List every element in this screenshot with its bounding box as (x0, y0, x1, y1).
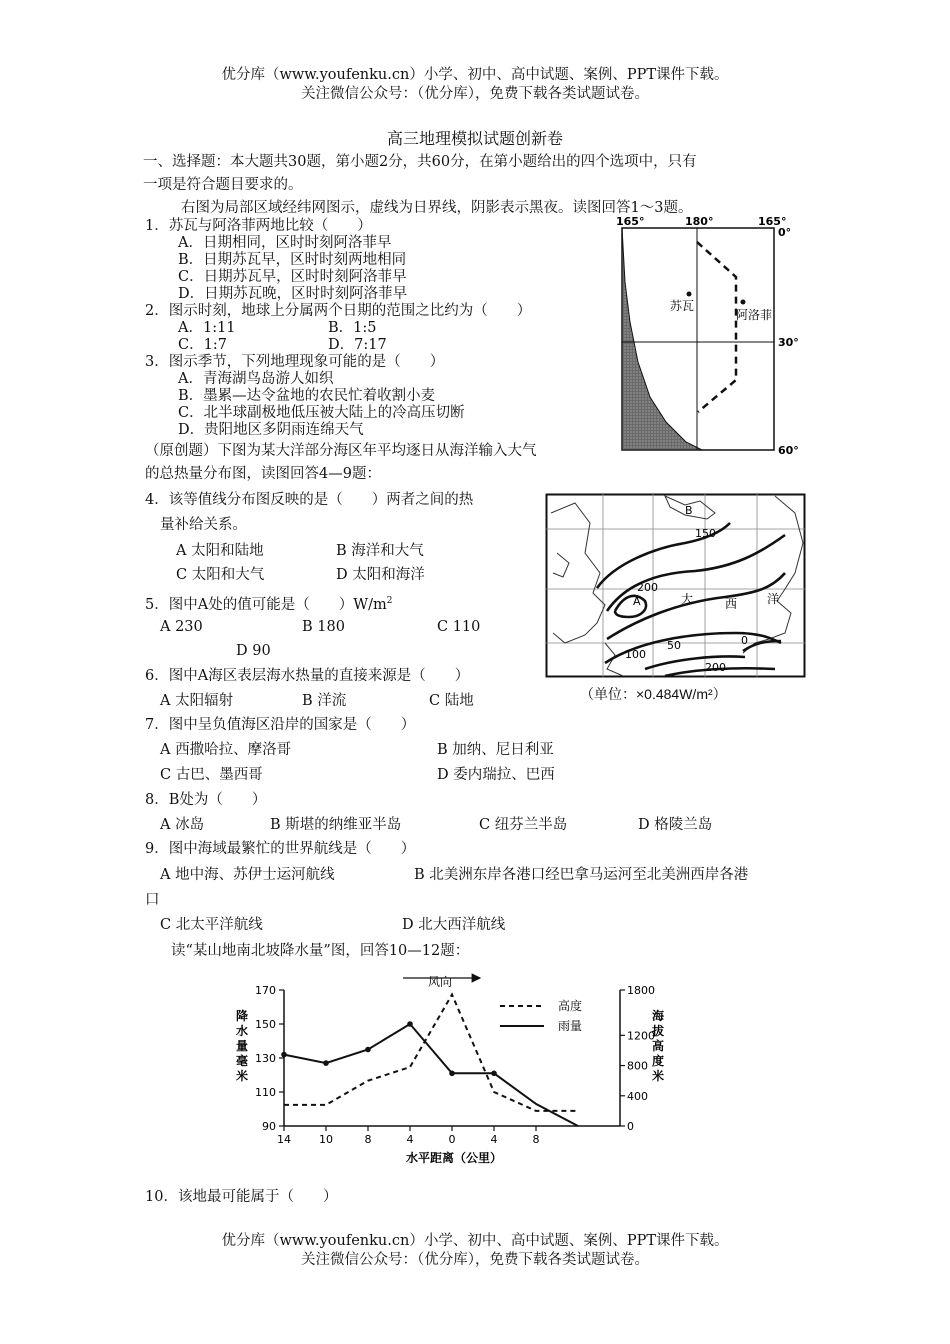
right-tick-label: 1200 (627, 1029, 655, 1043)
x-tick-label: 4 (406, 1133, 414, 1146)
q6-option-c: C 陆地 (429, 693, 474, 709)
isoline-label-50: 50 (667, 639, 681, 652)
left-tick-label: 90 (262, 1120, 276, 1133)
q2-option-c: C．1:7 (178, 337, 227, 353)
lat-label-0: 0° (778, 226, 792, 239)
ocean-char-2: 西 (725, 597, 738, 611)
q4-stem-a: 4．该等值线分布图反映的是（ ）两者之间的热 (145, 492, 474, 508)
ocean-char-1: 大 (681, 592, 694, 606)
section-1-intro-a: 一、选择题：本大题共30题，第小题2分，共60分，在第小题给出的四个选项中，只有 (143, 154, 697, 170)
q4-option-d: D 太阳和海洋 (336, 567, 425, 583)
x-tick-label: 0 (448, 1133, 456, 1146)
q8-option-b: B 斯堪的纳维亚半岛 (270, 817, 402, 833)
q9-option-d: D 北大西洋航线 (402, 917, 506, 933)
q9-option-c: C 北太平洋航线 (160, 917, 263, 933)
q7-option-a: A 西撒哈拉、摩洛哥 (160, 742, 292, 758)
rainfall-point (365, 1047, 371, 1053)
section-1-intro-b: 一项是符合题目要求的。 (143, 177, 303, 193)
q9-option-a: A 地中海、苏伊士运河航线 (160, 867, 335, 883)
alofi-label: 阿洛菲 (736, 308, 773, 322)
x-tick-label: 4 (490, 1133, 498, 1146)
isoline-label-100: 100 (625, 648, 646, 661)
left-axis-label: 降水量毫米 (235, 1009, 249, 1083)
q8-option-d: D 格陵兰岛 (638, 817, 713, 833)
rainfall-series-line (284, 1024, 578, 1126)
map2-label-b: B (685, 504, 693, 517)
q3-option-c: C．北半球副极地低压被大陆上的冷高压切断 (178, 405, 465, 421)
q5-option-a: A 230 (160, 619, 203, 635)
isoline-label-200: 200 (637, 581, 658, 594)
map1-intro: 右图为局部区域经纬网图示，虚线为日界线，阴影表示黑夜。读图回答1～3题。 (181, 200, 693, 216)
suva-label: 苏瓦 (670, 299, 695, 313)
q4-option-a: A 太阳和陆地 (176, 543, 264, 559)
left-tick-label: 110 (255, 1086, 276, 1099)
lat-label-30: 30° (778, 336, 799, 349)
q10-stem: 10．该地最可能属于（ ） (145, 1189, 338, 1205)
q1-option-c: C．日期苏瓦早，区时时刻阿洛菲早 (178, 269, 407, 285)
date-line (697, 242, 736, 412)
isoline-label-150: 150 (695, 527, 716, 540)
q3-option-a: A．青海湖鸟岛游人如织 (178, 371, 334, 387)
q4-stem-b: 量补给关系。 (160, 517, 247, 533)
q1-option-b: B．日期苏瓦早，区时时刻两地相同 (178, 252, 407, 268)
left-tick-label: 170 (255, 984, 276, 997)
legend-rainfall-label: 雨量 (558, 1019, 583, 1033)
map2-label-a: A (633, 595, 641, 608)
footer-line-1: 优分库（www.youfenku.cn）小学、初中、高中试题、案例、PPT课件下载。 (221, 1233, 729, 1249)
right-tick-label: 1800 (627, 984, 655, 997)
q7-option-c: C 古巴、墨西哥 (160, 767, 263, 783)
q2-stem: 2．图示时刻，地球上分属两个日期的范围之比约为（ ） (145, 303, 532, 319)
legend-altitude-label: 高度 (558, 999, 583, 1013)
precip-altitude-chart (228, 960, 668, 1170)
header-line-2: 关注微信公众号：（优分库），免费下载各类试题试卷。 (301, 86, 649, 102)
wind-label: 风向 (428, 975, 453, 989)
ocean-heat-map (545, 493, 807, 683)
alofi-point (741, 300, 746, 305)
altitude-series-line (284, 995, 578, 1111)
chart-intro: 读“某山地南北坡降水量”图，回答10—12题： (171, 943, 470, 959)
rainfall-point (491, 1071, 497, 1077)
q5-option-b: B 180 (302, 619, 345, 635)
q6-option-a: A 太阳辐射 (160, 693, 234, 709)
rainfall-point (449, 1071, 455, 1077)
isoline-label-200-south: 200 (705, 661, 726, 674)
q1-stem: 1．苏瓦与阿洛菲两地比较（ ） (145, 218, 372, 234)
q5-option-c: C 110 (437, 619, 481, 635)
q9-option-b-line2: 口 (145, 892, 160, 908)
lat-label-60: 60° (778, 444, 799, 457)
ocean-char-3: 洋 (767, 592, 780, 606)
x-tick-label: 8 (532, 1133, 540, 1146)
q4-option-c: C 太阳和大气 (176, 567, 265, 583)
q5-stem-text: 5．图中A处的值可能是（ ）W/m (145, 596, 387, 613)
map2-unit: （单位：×0.484W/m²） (580, 686, 727, 702)
q8-stem: 8．B处为（ ） (145, 792, 267, 808)
q5-stem (145, 592, 392, 614)
q8-option-a: A 冰岛 (160, 817, 205, 833)
latlon-map (612, 212, 812, 462)
q5-option-d: D 90 (236, 643, 271, 659)
right-axis-label: 海拔高度米 (651, 1009, 665, 1083)
lon-label-west: 165° (616, 215, 645, 228)
rainfall-point (323, 1060, 329, 1066)
q9-stem: 9．图中海域最繁忙的世界航线是（ ） (145, 841, 416, 857)
left-tick-label: 130 (255, 1052, 276, 1065)
isoline-label-0: 0 (741, 634, 748, 647)
q9-option-b-line1: B 北美洲东岸各港口经巴拿马运河至北美洲西岸各港 (414, 867, 749, 883)
x-tick-label: 14 (277, 1133, 291, 1146)
right-tick-label: 0 (627, 1120, 634, 1133)
lon-label-180: 180° (685, 215, 714, 228)
suva-point (687, 292, 692, 297)
q3-option-b: B．墨累—达令盆地的农民忙着收割小麦 (178, 388, 436, 404)
x-tick-label: 10 (319, 1133, 333, 1146)
map2-intro-b: 的总热量分布图，读图回答4—9题： (145, 466, 381, 482)
night-shading (622, 228, 702, 450)
q3-stem: 3．图示季节，下列地理现象可能的是（ ） (145, 354, 445, 370)
left-tick-label: 150 (255, 1018, 276, 1031)
q5-unit-superscript: 2 (386, 596, 393, 606)
map2-intro-a: （原创题）下图为某大洋部分海区年平均逐日从海洋输入大气 (145, 443, 537, 459)
q7-option-b: B 加纳、尼日利亚 (437, 742, 554, 758)
header-line-1: 优分库（www.youfenku.cn）小学、初中、高中试题、案例、PPT课件下载。 (221, 67, 729, 83)
x-axis-label: 水平距离（公里） (406, 1151, 503, 1165)
footer-line-2: 关注微信公众号：（优分库），免费下载各类试题试卷。 (301, 1252, 649, 1268)
q6-option-b: B 洋流 (302, 693, 347, 709)
rainfall-point (407, 1021, 413, 1027)
q1-option-d: D．日期苏瓦晚，区时时刻阿洛菲早 (178, 286, 408, 302)
q7-option-d: D 委内瑞拉、巴西 (437, 767, 555, 783)
right-tick-label: 400 (627, 1089, 648, 1103)
q4-option-b: B 海洋和大气 (336, 543, 424, 559)
q2-option-d: D．7:17 (328, 337, 387, 353)
q2-option-a: A．1:11 (178, 320, 236, 336)
q3-option-d: D．贵阳地区多阴雨连绵天气 (178, 422, 364, 438)
page-title: 高三地理模拟试题创新卷 (386, 129, 563, 148)
lon-label-east: 165° (758, 215, 787, 228)
q6-stem: 6．图中A海区表层海水热量的直接来源是（ ） (145, 668, 470, 684)
q1-option-a: A．日期相同，区时时刻阿洛菲早 (178, 235, 392, 251)
q8-option-c: C 纽芬兰半岛 (479, 817, 568, 833)
q2-option-b: B．1:5 (328, 320, 377, 336)
rainfall-point (281, 1052, 287, 1058)
x-tick-label: 8 (364, 1133, 372, 1146)
right-tick-label: 800 (627, 1059, 648, 1073)
q7-stem: 7．图中呈负值海区沿岸的国家是（ ） (145, 717, 416, 733)
